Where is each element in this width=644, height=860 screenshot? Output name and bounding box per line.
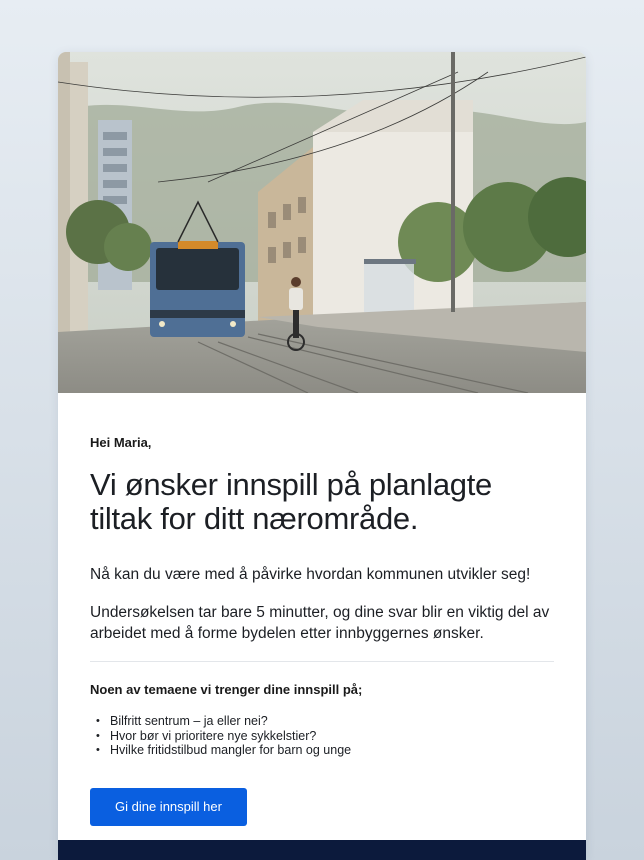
headline-line: tiltak for ditt nærområde. (90, 501, 419, 536)
survey-paragraph (90, 602, 554, 644)
topics-list (90, 714, 554, 758)
greeting: Hei Maria, (90, 435, 152, 450)
paragraph-line: arbeidet med å forme bydelen etter innbyggernes ønsker. (90, 625, 484, 642)
list-item: • Bilfritt sentrum – ja eller nei? (96, 714, 554, 729)
hero-image (58, 52, 586, 393)
list-item: • Hvilke fritidstilbud mangler for barn og unge (96, 743, 554, 758)
divider (90, 661, 554, 662)
list-item: • Hvor bør vi prioritere nye sykkelstier? (96, 729, 554, 744)
cta-button[interactable]: Gi dine innspill her (90, 788, 247, 826)
topics-heading: Noen av temaene vi trenger dine innspill på; (90, 682, 363, 697)
email-card (58, 52, 586, 860)
intro-paragraph: Nå kan du være med å påvirke hvordan kommunen utvikler seg! (90, 566, 531, 583)
paragraph-line: Undersøkelsen tar bare 5 minutter, og dine svar blir en viktig del av (90, 604, 550, 621)
email-body (90, 393, 554, 826)
headline (90, 468, 554, 536)
footer-bar (58, 840, 586, 860)
headline-line: Vi ønsker innspill på planlagte (90, 467, 492, 502)
